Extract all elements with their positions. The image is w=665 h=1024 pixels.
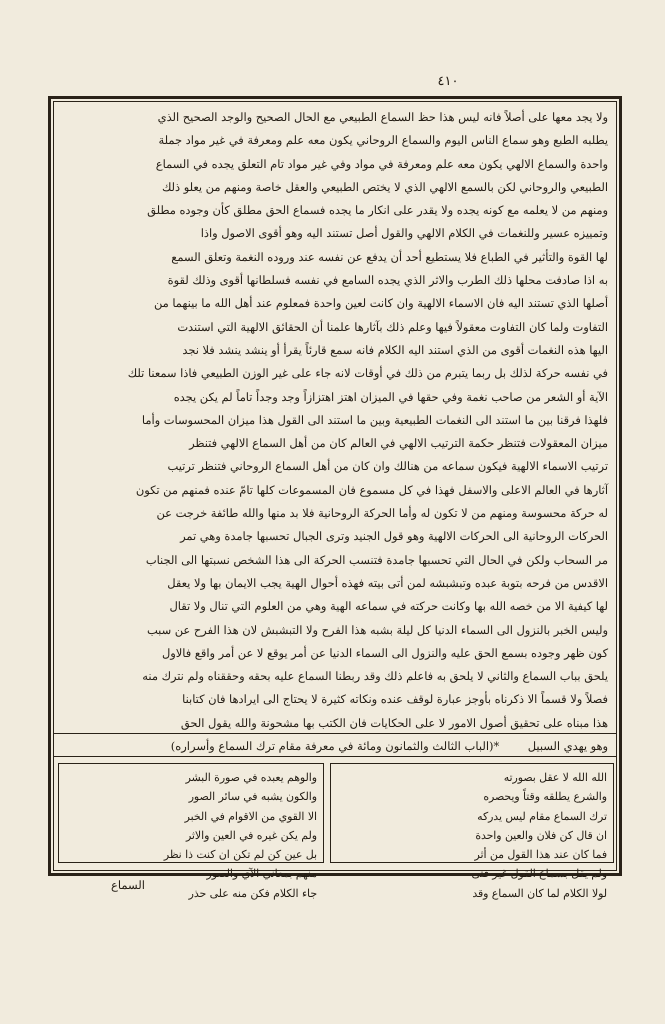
poem-verse-line: منهم بمعاني الآي والصور (206, 867, 317, 881)
poem-right-column (330, 763, 614, 900)
body-line: في نفسه حركة لذلك بل ربما يتبرم من ذلك في أوقات لانه جاء على غير الوزن الطبيعي فاذا سمعنا تلك (127, 366, 608, 381)
body-line: التفاوت ولما كان التفاوت معقولاً فيها وعلم ذلك بآثارها علمنا أن الحقائق الالهية التي استندت (177, 319, 608, 334)
body-line: اليها هذه النغمات أقوى من الذي استند اليه الكلام فانه سمع قارئاً يقرأ أو ينشد ينشد فلا نجد (182, 342, 608, 357)
poem-verse-line: الله الله لا عقل بصورته (503, 771, 607, 784)
body-line: أصلها الذي تستند اليه فان الاسماء الالهية وان كانت لعين واحدة فمعلوم عند أهل الله ما بينهما من (153, 296, 608, 311)
body-line: الاقدس من فرحه بتوبة عبده وتبشبشه لمن أتى بيته فهذه أحوال الهية يجب الايمان بها ولا يعقل (167, 575, 608, 590)
body-line: فصلاً ولا قسماً الا ذكرناه بأوجز عبارة لوقف عنده ونكاته كثيرة لا يحتاج الى ايرادها فان كتابنا (182, 692, 608, 707)
body-line: كون ظهر وجوده بسمع الحق عليه والنزول الى السماء الدنيا عن أمر يوقع لا عن أمر واقع فالاول (162, 645, 608, 660)
body-line: مر السحاب ولكن في الحال التي تحسبها جامدة فتنسب الحركة الى هذا الشخص نسبتها الى الجناب (145, 552, 608, 567)
poem-verse-line: ولم يكن غيره في العين والاثر (185, 828, 317, 842)
poem-verse-line: ولم يقل بسماع القول غير فتى (471, 867, 607, 881)
body-line: وتمييزه عسير وللنغمات في الكلام الالهي والقول أصل تستند اليه وهو أقوى الاصول واذا (200, 226, 608, 241)
body-line: ترتيب الاسماء الالهية فيكون سماعه من هنالك وان كان من أهل السماع الروحاني فتنظر ترتيب (167, 459, 608, 474)
poem-verse-line: ترك السماع مقام ليس يدركه (477, 809, 607, 823)
body-line: آثارها في العالم الاعلى والاسفل فهذا في كل مسموع فان المسموعات كلها تامّ عنده فمنهم من تكون (135, 482, 608, 497)
body-line: يطلبه الطبع وهو سماع الناس اليوم والسماع الروحاني يكون معه علم ومعرفة في غير مواد جملة (158, 133, 608, 148)
body-line: واحدة والسماع الالهي يكون معه علم ومعرفة في مواد وفي غير مواد تام التعلق يجده في السماع (155, 156, 608, 171)
body-line: ولا يجد معها على أصلاً فانه ليس هذا حظ السماع الطبيعي مع الحال الصحيح والوجد الصحيح الذي (157, 110, 608, 124)
catchword: السماع (111, 878, 145, 892)
body-line: به اذا صادفت محلها ذلك الطرب والاثر الذي يجده السامع في نفسه فسلطانها أقوى وذلك لقوة (167, 273, 608, 288)
poem-verse-line: والوهم يعبده في صورة البشر (185, 771, 317, 784)
body-line: ميزان المعقولات فتنظر حكمة الترتيب الالهي في العالم كان من أهل السماع الالهي فتنظر (189, 436, 608, 451)
body-line: يلحق بباب السماع والثاني لا يلحق به فاعلم ذلك وقد ربطنا السماع عليه بحقه وحققناه ولم نترك منه (142, 669, 608, 684)
body-line: لها كيفية الا من خصه الله بها وكانت حركته في سماعه الهية وهي من العلوم التي تنال ولا تقال (169, 599, 608, 614)
poem-verse-line: والشرع يطلقه وقتاً ويحصره (483, 790, 607, 804)
body-line: الطبيعي والروحاني لكن بالسمع الالهي الذي لا يختص الطبيعي والعقل خاصة ومنهم من يعلو ذلك (161, 179, 608, 194)
poem-verse-line: جاء الكلام فكن منه على حذر (188, 886, 317, 900)
poem-verse-line: ان قال كن فلان والعين واحدة (475, 828, 607, 842)
body-line: وهو يهدي السبيل (527, 739, 608, 754)
poem-verse-line: والكون يشبه في سائر الصور (188, 790, 317, 804)
poem-verse-line: الا القوي من الاقوام في الخبر (184, 809, 317, 823)
body-line: لها القوة والتأثير في الطباع فلا يستطيع أحد أن يدفع عن نفسه عند وروده النغمة وتعلق السمع (171, 249, 608, 264)
page-number: ٤١٠ (437, 74, 459, 89)
body-line: وليس الخبر بالنزول الى السماء الدنيا كل ليلة بشبه هذا الفرح ولا التبشبش لان هذا الفرح عن سبب (146, 622, 608, 637)
body-line: الحركات الروحانية الى الحركات الالهية وهو قول الجنيد وترى الجبال تحسبها جامدة وهي تمر (180, 529, 608, 544)
body-line: فلهذا فرقنا بين ما استند الى النغمات الطبيعية وبين ما استند الى القول هذا ميزان المحسوسات وأما (141, 412, 608, 427)
body-line: له حركة محسوسة ومنهم من لا تكون له وأما الحركة الروحانية فلا بد منها والله طائفة خرجت عن (156, 506, 608, 521)
body-line: هذا مبناه على تحقيق أصول الامور لا على الحكايات فان الكتب بها مشحونة والله يقول الحق (180, 715, 608, 730)
chapter-heading: *(الباب الثالث والثمانون ومائة في معرفة مقام ترك السماع وأسراره) (170, 739, 500, 753)
body-line: الآية أو الشعر من صاحب نغمة وفي حقها في الميزان اهتز اهتزازاً وجد وجداً تاماً لم يكن يجده (173, 389, 608, 404)
poem-verse-line: بل عين كن لم تكن ان كنت ذا نظر (163, 848, 317, 862)
body-line: ومنهم من لا يعلمه مع كونه يجده ولا يقدر على انكار ما يجده فسماع الحق مطلق كأن وجوده مطلق (147, 203, 608, 218)
poem-verse-line: لولا الكلام لما كان السماع وقد (472, 886, 607, 900)
poem-verse-line: فما كان عند هذا القول من أثر (474, 848, 607, 862)
